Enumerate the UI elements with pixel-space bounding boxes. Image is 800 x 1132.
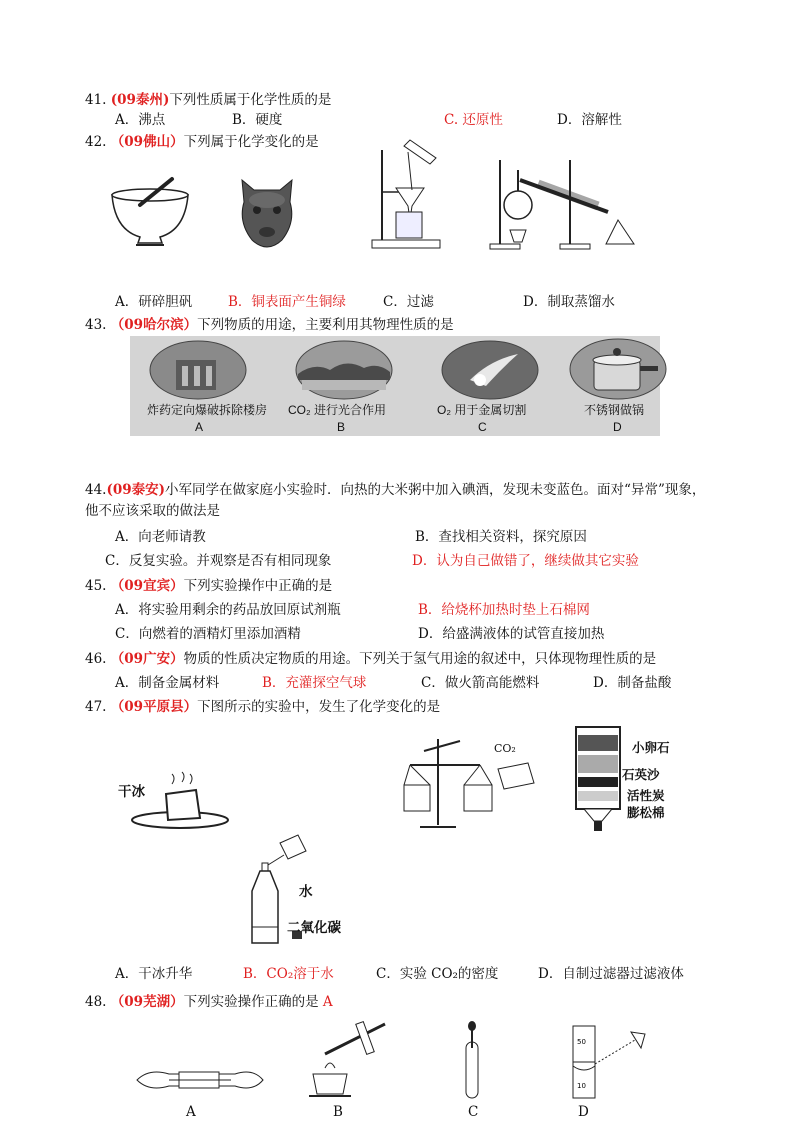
dry-ice-image (118, 770, 233, 830)
dry-ice-label: 干冰 (118, 784, 145, 800)
q47-option-c: C．实验 CO₂的密度 (376, 966, 499, 982)
q42-option-b: B．铜表面产生铜绿 (228, 294, 346, 310)
q47-stem: 47. （09平原县）下图所示的实验中，发生了化学变化的是 (85, 699, 441, 715)
filtration-apparatus-image (368, 140, 448, 252)
q46-option-d: D．制备盐酸 (593, 675, 672, 691)
q48-letter-d: D (578, 1104, 589, 1120)
q48-letter-a: A (186, 1104, 196, 1120)
q43-stem: 43. （09哈尔滨）下列物质的用途，主要利用其物理性质的是 (85, 317, 454, 333)
q47-option-d: D．自制过滤器过滤液体 (538, 966, 684, 982)
bronze-head-image (232, 172, 302, 257)
q42-option-a: A．研碎胆矾 (115, 294, 193, 310)
q41-option-c: C. 还原性 (444, 112, 503, 128)
homemade-filter-image (574, 725, 624, 835)
q43-letter-d: D (613, 420, 622, 434)
q43-caption-b: CO₂ 进行光合作用 (288, 403, 386, 417)
q42-option-d: D．制取蒸馏水 (523, 294, 615, 310)
water-label: 水 (299, 884, 313, 900)
q46-option-c: C．做火箭高能燃料 (421, 675, 540, 691)
q48-stem: 48. （09芜湖）下列实验操作正确的是 A (85, 994, 333, 1010)
q43-caption-a: 炸药定向爆破拆除楼房 (147, 403, 268, 417)
q45-option-b: B．给烧杯加热时垫上石棉网 (418, 602, 590, 618)
co2-label: CO₂ (494, 742, 516, 755)
q47-option-a: A．干冰升华 (115, 966, 193, 982)
q42-option-c: C．过滤 (383, 294, 434, 310)
q47-option-b: B．CO₂溶于水 (243, 966, 334, 982)
q46-option-b: B．充灌探空气球 (262, 675, 367, 691)
demolition-photo (148, 340, 248, 400)
q43-letter-c: C (478, 420, 487, 434)
q43-letter-a: A (195, 420, 204, 434)
q44-option-c: C．反复实验。并观察是否有相同现象 (105, 553, 332, 569)
heating-apparatus-image (305, 1018, 395, 1100)
q45-option-a: A．将实验用剩余的药品放回原试剂瓶 (115, 602, 341, 618)
q48-letter-b: B (333, 1104, 343, 1120)
q48-letter-c: C (468, 1104, 479, 1120)
balance-co2-image (400, 735, 540, 835)
q41-option-b: B．硬度 (232, 112, 283, 128)
q44-option-d: D．认为自己做错了，继续做其它实验 (412, 553, 639, 569)
q42-stem: 42. （09佛山）下列属于化学变化的是 (85, 134, 319, 150)
dropper-tube-image (460, 1022, 490, 1102)
q41-stem: 41. (09泰州)下列性质属于化学性质的是 (85, 92, 332, 108)
q41-option-a: A．沸点 (115, 112, 166, 128)
forest-photo (294, 340, 394, 400)
q44-option-a: A．向老师请教 (115, 529, 206, 545)
filter-label-carbon: 活性炭 (627, 788, 665, 803)
q46-stem: 46. （09广安）物质的性质决定物质的用途。下列关于氢气用途的叙述中，只体现物理性质的是 (85, 651, 657, 667)
distillation-apparatus-image (488, 150, 638, 250)
steel-pot-photo (568, 338, 668, 400)
filter-label-pebbles: 小卵石 (632, 740, 670, 755)
svg-text:10: 10 (577, 1082, 586, 1090)
q44-option-b: B．查找相关资料，探究原因 (415, 529, 587, 545)
q45-stem: 45. （09宜宾）下列实验操作中正确的是 (85, 578, 333, 594)
filter-label-cotton: 膨松棉 (627, 805, 665, 820)
q45-option-c: C．向燃着的酒精灯里添加酒精 (115, 626, 301, 642)
co2-bottle-label: 二氧化碳 (287, 920, 341, 936)
q45-option-d: D．给盛满液体的试管直接加热 (418, 626, 605, 642)
q44-stem: 44.(09泰安)小军同学在做家庭小实验时．向热的大米粥中加入碘酒，发现未变蓝色。面对“异常”现象， (85, 482, 706, 498)
q46-option-a: A．制备金属材料 (115, 675, 220, 691)
measuring-cylinder-image (565, 1022, 655, 1102)
q43-caption-c: O₂ 用于金属切割 (437, 403, 527, 417)
metal-cutting-photo (440, 340, 540, 400)
svg-text:50: 50 (577, 1038, 586, 1046)
tube-connect-image (135, 1060, 265, 1100)
q43-letter-b: B (337, 420, 346, 434)
q41-option-d: D．溶解性 (557, 112, 622, 128)
filter-label-sand: 石英沙 (622, 767, 660, 782)
q44-stem-line2: 他不应该采取的做法是 (85, 503, 220, 519)
mortar-pestle-image (110, 175, 190, 250)
q43-caption-d: 不锈钢做锅 (584, 403, 645, 417)
